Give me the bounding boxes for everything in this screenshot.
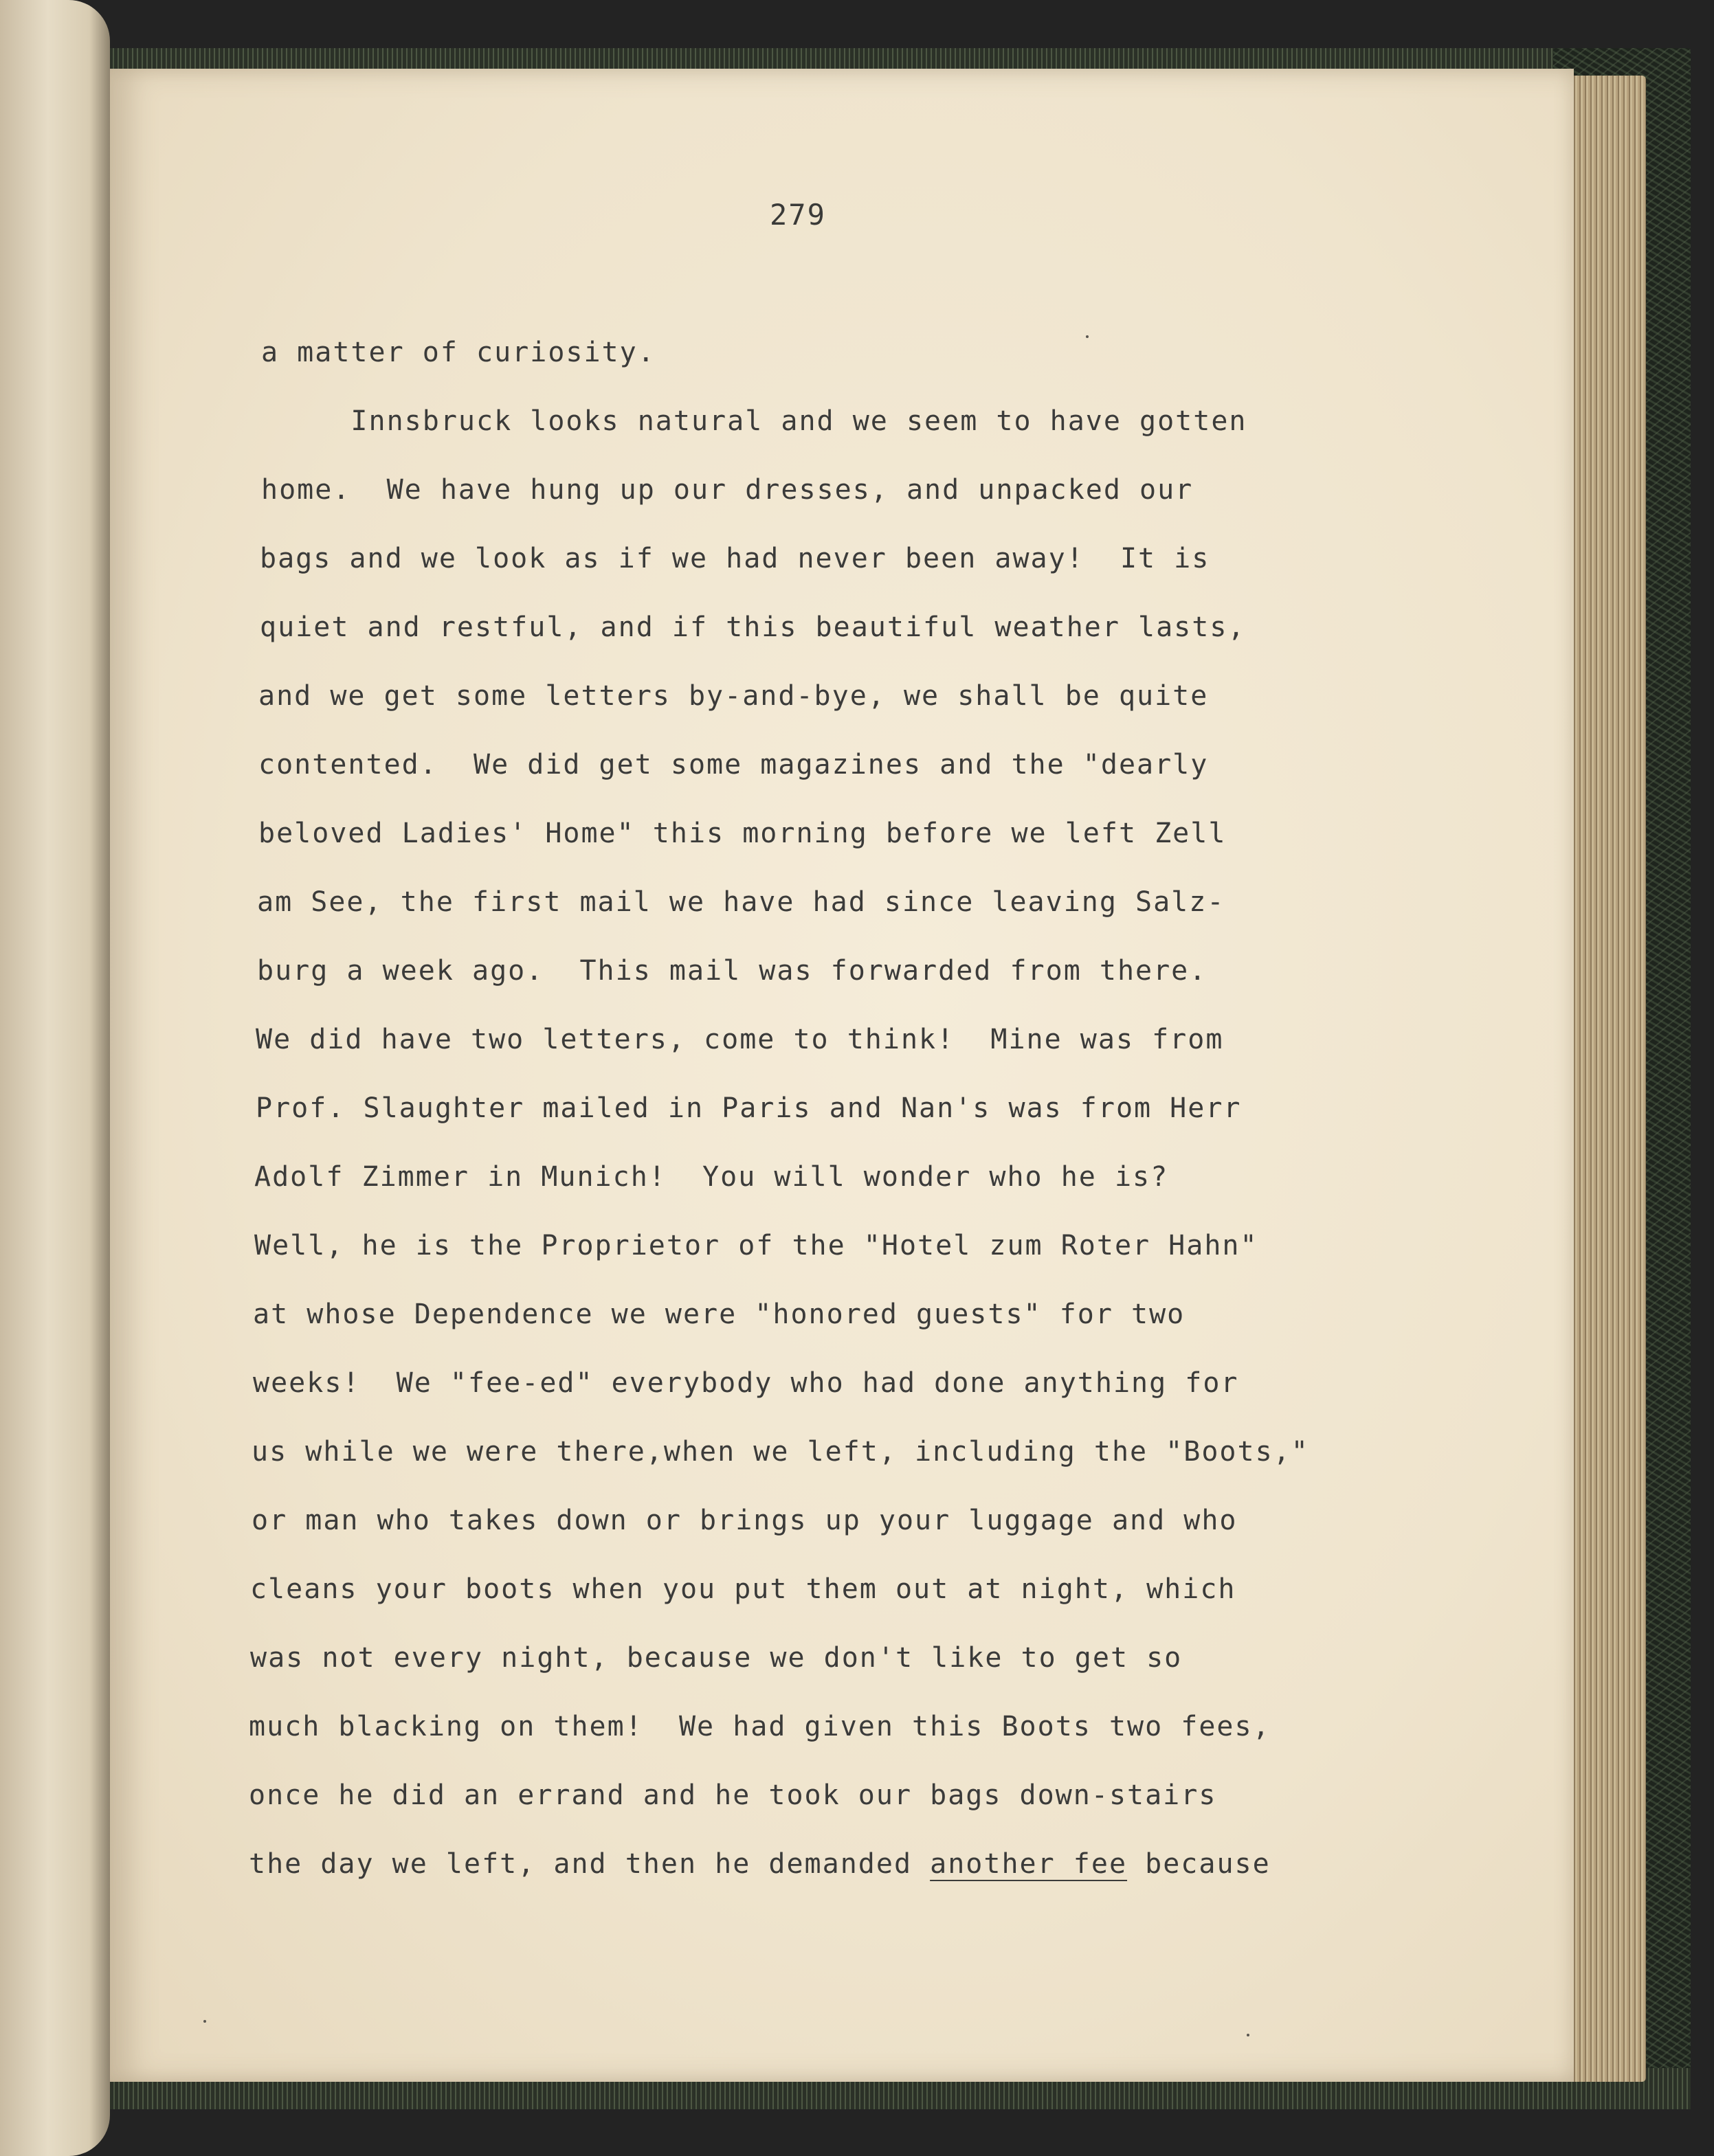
paper-speck xyxy=(203,2020,206,2023)
text-line: and we get some letters by-and-bye, we shall be quite xyxy=(258,680,1209,712)
text-line: contented. We did get some magazines and the "dearly xyxy=(258,749,1209,781)
text-line: Well, he is the Proprietor of the "Hotel zum Roter Hahn" xyxy=(254,1230,1258,1261)
text-line: was not every night, because we don't like to get so xyxy=(250,1642,1183,1674)
text-line: quiet and restful, and if this beautiful weather lasts, xyxy=(260,611,1246,643)
text-line: bags and we look as if we had never been away! It is xyxy=(260,543,1210,574)
text-line: burg a week ago. This mail was forwarded from there. xyxy=(257,955,1207,987)
text-line: a matter of curiosity. xyxy=(261,337,656,368)
text-line: once he did an errand and he took our bags down-stairs xyxy=(249,1779,1217,1811)
text-line-last xyxy=(249,1848,1271,1880)
paper-speck xyxy=(1247,2034,1249,2036)
text-line: beloved Ladies' Home" this morning before we left Zell xyxy=(258,818,1227,849)
text-segment: because xyxy=(1127,1848,1271,1880)
text-line: us while we were there,when we left, including the "Boots," xyxy=(252,1436,1309,1468)
text-line: Adolf Zimmer in Munich! You will wonder who he is? xyxy=(254,1161,1169,1193)
paper-speck xyxy=(1086,335,1089,338)
text-line: at whose Dependence we were "honored guests" for two xyxy=(253,1299,1186,1330)
text-line: We did have two letters, come to think! Mine was from xyxy=(256,1024,1224,1055)
text-segment: the day we left, and then he demanded xyxy=(249,1848,931,1880)
text-line: or man who takes down or brings up your luggage and who xyxy=(252,1505,1238,1536)
text-line: weeks! We "fee-ed" everybody who had done anything for xyxy=(253,1367,1239,1399)
text-line: Prof. Slaughter mailed in Paris and Nan's was from Herr xyxy=(256,1092,1242,1124)
text-line: home. We have hung up our dresses, and unpacked our xyxy=(261,474,1194,506)
page-number: 279 xyxy=(770,198,826,232)
text-line: am See, the first mail we have had since leaving Salz- xyxy=(257,886,1225,918)
previous-page-edge xyxy=(0,0,110,2156)
text-line: Innsbruck looks natural and we seem to have gotten xyxy=(261,405,1247,437)
text-line: much blacking on them! We had given this Boots two fees, xyxy=(249,1711,1271,1742)
text-line: cleans your boots when you put them out at night, which xyxy=(250,1573,1236,1605)
underlined-phrase: another fee xyxy=(930,1848,1128,1880)
